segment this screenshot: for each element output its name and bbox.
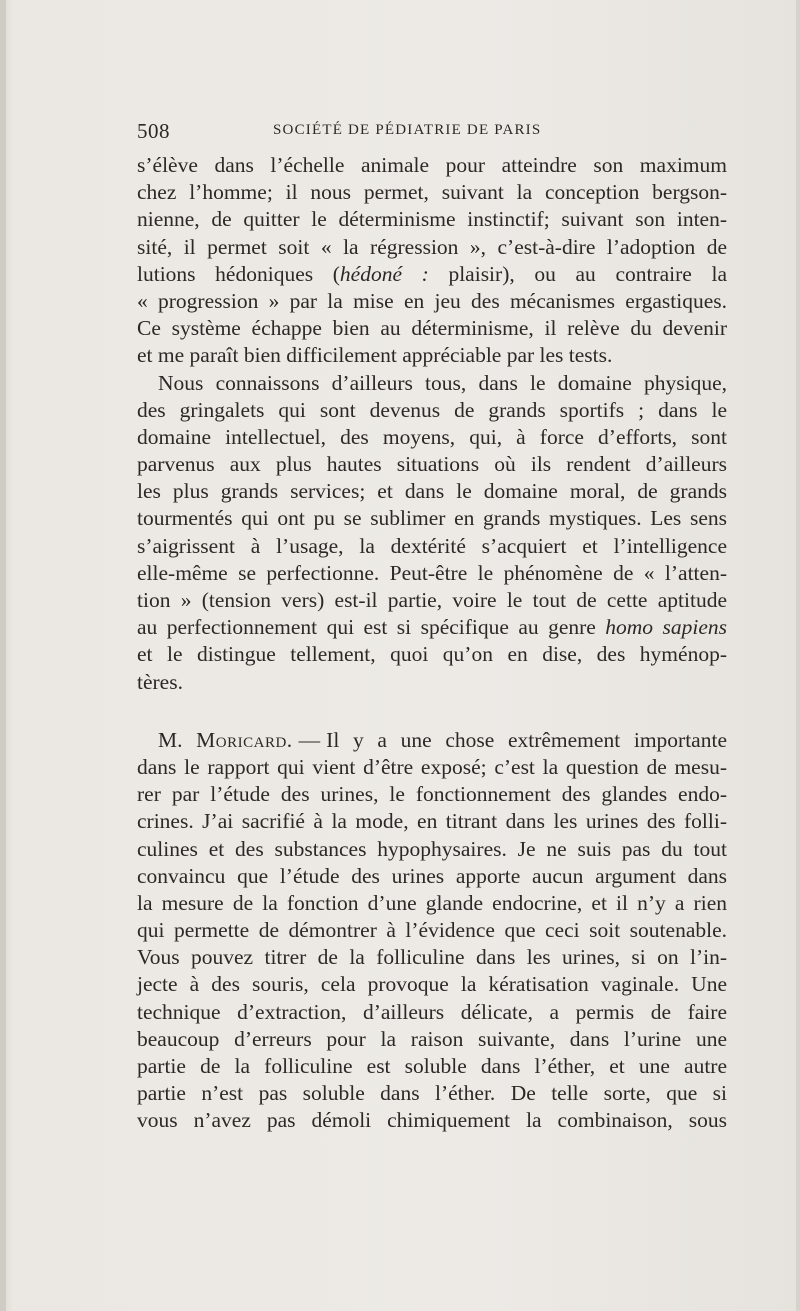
text-line: tion » (tension vers) est-il partie, voire le tout de cette aptitude [137, 588, 727, 612]
text-line: et le distingue tellement, quoi qu’on en dise, des hyménop- [137, 642, 727, 667]
text-line: Ce système échappe bien au déterminisme, il relève du devenir [137, 316, 727, 341]
text-line [137, 614, 727, 641]
first-line-rest: Il y a une chose extrêmement importante [326, 727, 727, 752]
text-line: crines. J’ai sacrifié à la mode, en titrant dans les urines des folli- [137, 809, 727, 834]
text-line: domaine intellectuel, des moyens, qui, à force d’efforts, sont [137, 424, 727, 449]
text-line [137, 727, 727, 754]
paragraph-gap [137, 696, 727, 727]
text-line: et me paraît bien difficilement appréciable par les tests. [137, 343, 613, 368]
speaker-name: Moricard. [196, 727, 293, 752]
body-text [137, 152, 727, 1135]
text-line: parvenus aux plus hautes situations où ils rendent d’ailleurs [137, 452, 727, 477]
text-line [137, 261, 727, 288]
text-line: qui permette de démontrer à l’évidence que ceci soit soutenable. [137, 918, 727, 943]
speaker-prefix: M. [158, 727, 183, 752]
page-header [137, 119, 725, 145]
italic-term: hédoné : [339, 261, 429, 286]
text-line: la mesure de la fonction d’une glande endocrine, et il n’y a rien [137, 890, 727, 915]
text-line: Vous pouvez titrer de la folliculine dans les urines, si on l’in- [137, 945, 727, 970]
text-line: partie de la folliculine est soluble dans l’éther, et une autre [137, 1054, 727, 1078]
paragraph-1 [137, 152, 727, 370]
page-left-edge [0, 0, 6, 1311]
text-line: rer par l’étude des urines, le fonctionnement des glandes endo- [137, 782, 727, 807]
text-line: convaincu que l’étude des urines apporte aucun argument dans [137, 863, 727, 888]
text-line: « progression » par la mise en jeu des mécanismes ergastiques. [137, 288, 727, 313]
text-line: s’élève dans l’échelle animale pour atteindre son maximum [137, 153, 727, 177]
text-segment: au perfectionnement qui est si spécifique au genre [137, 615, 606, 640]
text-line: tourmentés qui ont pu se sublimer en grands mystiques. Les sens [137, 506, 727, 531]
text-line: elle-même se perfectionne. Peut-être le phénomène de « l’atten- [137, 560, 727, 585]
text-line: vous n’avez pas démoli chimiquement la combinaison, sous [137, 1108, 727, 1133]
text-line: tères. [137, 669, 183, 694]
page-right-edge [796, 0, 800, 1311]
text-segment: lutions hédoniques ( [137, 261, 340, 286]
running-head: SOCIÉTÉ DE PÉDIATRIE DE PARIS [273, 122, 542, 138]
text-line: beaucoup d’erreurs pour la raison suivante, dans l’urine une [137, 1026, 727, 1051]
italic-term: homo sapiens [605, 615, 727, 640]
page-number: 508 [137, 119, 170, 143]
text-line: des gringalets qui sont devenus de grands sportifs ; dans le [137, 397, 727, 422]
text-line: nienne, de quitter le déterminisme instinctif; suivant son inten- [137, 207, 727, 232]
text-line: les plus grands services; et dans le domaine moral, de grands [137, 479, 727, 504]
text-line: partie n’est pas soluble dans l’éther. De telle sorte, que si [137, 1081, 727, 1106]
paragraph-2 [137, 370, 727, 696]
text-line: s’aigrissent à l’usage, la dextérité s’acquiert et l’intelligence [137, 533, 727, 558]
text-line: technique d’extraction, d’ailleurs délicate, a permis de faire [137, 999, 727, 1024]
text-line: sité, il permet soit « la régression », c’est-à-dire l’adoption de [137, 234, 727, 259]
text-line: jecte à des souris, cela provoque la kératisation vaginale. Une [137, 972, 727, 997]
text-segment: plaisir), ou au contraire la [428, 261, 728, 286]
text-line: chez l’homme; il nous permet, suivant la conception bergson- [137, 180, 727, 205]
text-line: culines et des substances hypophysaires. Je ne suis pas du tout [137, 836, 727, 861]
text-line: Nous connaissons d’ailleurs tous, dans le domaine physique, [158, 370, 727, 395]
paragraph-3 [137, 727, 727, 1135]
em-dash: — [298, 727, 321, 752]
text-line: dans le rapport qui vient d’être exposé; c’est la question de mesu- [137, 754, 727, 779]
